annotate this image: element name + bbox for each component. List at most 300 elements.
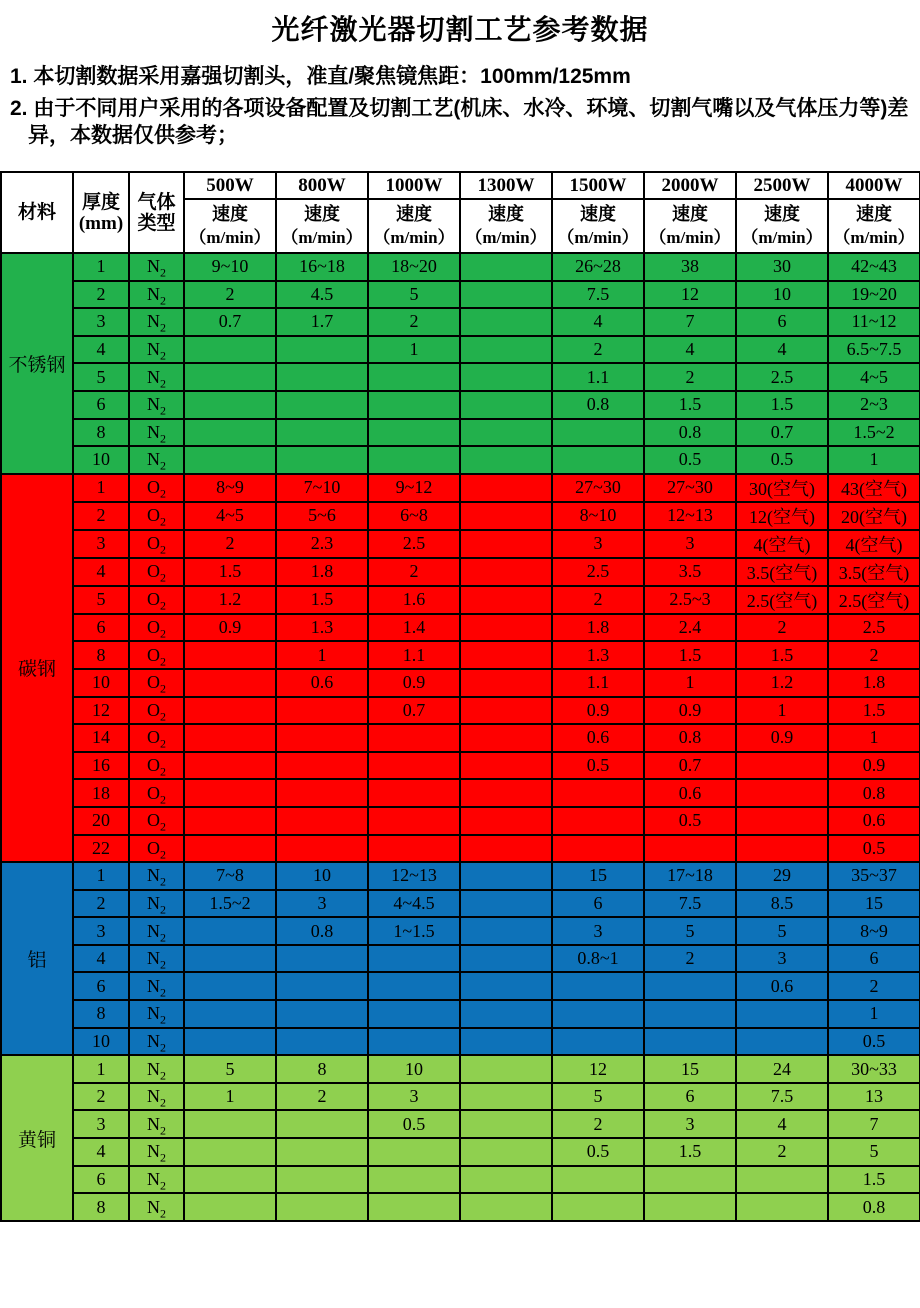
- speed-cell: 2: [828, 972, 920, 1000]
- speed-cell: 7~10: [276, 474, 368, 502]
- material-label-3: 黄铜: [1, 1055, 73, 1221]
- speed-cell: [552, 446, 644, 474]
- speed-cell: 0.5: [552, 1138, 644, 1166]
- header-material: 材料: [1, 172, 73, 253]
- speed-cell: 12: [552, 1055, 644, 1083]
- speed-cell: 9~12: [368, 474, 460, 502]
- speed-cell: [460, 419, 552, 447]
- speed-cell: [736, 1166, 828, 1194]
- table-row: [1, 308, 920, 336]
- speed-cell: [552, 1166, 644, 1194]
- speed-cell: 1.5: [736, 641, 828, 669]
- speed-cell: 4: [736, 1110, 828, 1138]
- header-gas-type: [129, 172, 184, 253]
- speed-cell: 2: [644, 945, 736, 973]
- speed-cell: [460, 558, 552, 586]
- table-row: [1, 669, 920, 697]
- thickness-cell: 4: [73, 1138, 129, 1166]
- speed-cell: [184, 1028, 276, 1056]
- speed-cell: 3: [552, 917, 644, 945]
- table-row: [1, 862, 920, 890]
- speed-cell: 15: [828, 890, 920, 918]
- table-row: [1, 1000, 920, 1028]
- table-row: [1, 1083, 920, 1111]
- speed-cell: [368, 391, 460, 419]
- speed-cell: 0.8: [644, 724, 736, 752]
- speed-cell: [736, 779, 828, 807]
- thickness-cell: 2: [73, 1083, 129, 1111]
- thickness-cell: 6: [73, 1166, 129, 1194]
- speed-cell: 20(空气): [828, 502, 920, 530]
- gas-cell: $O_2$: [129, 614, 184, 642]
- table-header: [1, 172, 920, 253]
- table-row: [1, 752, 920, 780]
- gas-cell: $N_2$: [129, 1083, 184, 1111]
- speed-header: 速度 （m/min）: [460, 199, 552, 253]
- speed-header: 速度 （m/min）: [184, 199, 276, 253]
- gas-cell: $N_2$: [129, 890, 184, 918]
- speed-cell: [552, 972, 644, 1000]
- power-header-2500w: 2500W: [736, 172, 828, 199]
- speed-cell: [460, 446, 552, 474]
- speed-cell: [460, 281, 552, 309]
- speed-cell: 3: [552, 530, 644, 558]
- speed-cell: 6~8: [368, 502, 460, 530]
- speed-cell: [736, 752, 828, 780]
- header-gas-line2: 类型: [137, 212, 176, 234]
- thickness-cell: 4: [73, 945, 129, 973]
- speed-cell: [644, 1166, 736, 1194]
- gas-cell: $O_2$: [129, 724, 184, 752]
- gas-cell: $N_2$: [129, 1055, 184, 1083]
- speed-cell: [276, 779, 368, 807]
- thickness-cell: 12: [73, 697, 129, 725]
- thickness-cell: 1: [73, 862, 129, 890]
- gas-cell: $N_2$: [129, 862, 184, 890]
- speed-cell: 0.9: [552, 697, 644, 725]
- table-row: [1, 917, 920, 945]
- speed-cell: 1: [736, 697, 828, 725]
- table-row: [1, 1110, 920, 1138]
- speed-cell: 29: [736, 862, 828, 890]
- thickness-cell: 8: [73, 641, 129, 669]
- speed-cell: 1: [644, 669, 736, 697]
- thickness-cell: 5: [73, 586, 129, 614]
- speed-cell: 0.5: [368, 1110, 460, 1138]
- speed-cell: [644, 1028, 736, 1056]
- speed-cell: [276, 945, 368, 973]
- speed-cell: 1: [828, 446, 920, 474]
- page-root: [0, 8, 920, 1222]
- speed-cell: [368, 1193, 460, 1221]
- speed-cell: 0.7: [644, 752, 736, 780]
- thickness-cell: 1: [73, 474, 129, 502]
- speed-cell: 1.1: [368, 641, 460, 669]
- gas-cell: $N_2$: [129, 945, 184, 973]
- speed-cell: [368, 752, 460, 780]
- speed-cell: 3.5: [644, 558, 736, 586]
- speed-cell: [552, 1000, 644, 1028]
- speed-cell: 15: [552, 862, 644, 890]
- speed-cell: 6: [828, 945, 920, 973]
- gas-cell: $N_2$: [129, 419, 184, 447]
- speed-cell: [184, 1000, 276, 1028]
- speed-cell: [736, 835, 828, 863]
- speed-cell: 1.7: [276, 308, 368, 336]
- speed-cell: 2: [276, 1083, 368, 1111]
- speed-cell: [276, 1166, 368, 1194]
- speed-cell: 1: [276, 641, 368, 669]
- speed-cell: 7.5: [552, 281, 644, 309]
- table-row: [1, 890, 920, 918]
- speed-cell: [276, 1110, 368, 1138]
- speed-cell: 2: [552, 1110, 644, 1138]
- speed-cell: [184, 1138, 276, 1166]
- thickness-cell: 22: [73, 835, 129, 863]
- speed-cell: 8.5: [736, 890, 828, 918]
- header-gas-line1: 气体: [137, 191, 176, 213]
- speed-cell: 4~5: [828, 363, 920, 391]
- speed-cell: 4(空气): [736, 530, 828, 558]
- speed-cell: 1.5~2: [184, 890, 276, 918]
- speed-cell: [644, 835, 736, 863]
- speed-cell: [460, 724, 552, 752]
- gas-cell: $O_2$: [129, 474, 184, 502]
- speed-cell: 5: [736, 917, 828, 945]
- speed-cell: [644, 972, 736, 1000]
- speed-cell: 8~10: [552, 502, 644, 530]
- table-row: [1, 558, 920, 586]
- speed-cell: 35~37: [828, 862, 920, 890]
- thickness-cell: 3: [73, 308, 129, 336]
- gas-cell: $O_2$: [129, 641, 184, 669]
- speed-cell: 2: [736, 1138, 828, 1166]
- speed-cell: 1.5: [644, 641, 736, 669]
- thickness-cell: 14: [73, 724, 129, 752]
- speed-cell: [184, 779, 276, 807]
- power-header-500w: 500W: [184, 172, 276, 199]
- speed-cell: [368, 972, 460, 1000]
- speed-cell: 11~12: [828, 308, 920, 336]
- table-row: [1, 502, 920, 530]
- speed-cell: 0.9: [736, 724, 828, 752]
- speed-cell: 8~9: [184, 474, 276, 502]
- speed-cell: 0.9: [828, 752, 920, 780]
- power-header-2000w: 2000W: [644, 172, 736, 199]
- speed-cell: [460, 502, 552, 530]
- thickness-cell: 1: [73, 1055, 129, 1083]
- speed-cell: [736, 807, 828, 835]
- thickness-cell: 5: [73, 363, 129, 391]
- speed-header: 速度 （m/min）: [276, 199, 368, 253]
- table-row: [1, 724, 920, 752]
- speed-cell: [460, 890, 552, 918]
- thickness-cell: 3: [73, 917, 129, 945]
- speed-cell: 0.6: [644, 779, 736, 807]
- speed-cell: 2~3: [828, 391, 920, 419]
- speed-cell: [368, 945, 460, 973]
- speed-cell: 2.5(空气): [736, 586, 828, 614]
- speed-cell: [460, 1000, 552, 1028]
- speed-cell: 38: [644, 253, 736, 281]
- speed-cell: 3: [644, 1110, 736, 1138]
- gas-cell: $N_2$: [129, 391, 184, 419]
- speed-cell: 0.5: [552, 752, 644, 780]
- speed-cell: 2: [552, 336, 644, 364]
- power-header-1500w: 1500W: [552, 172, 644, 199]
- speed-cell: 5: [184, 1055, 276, 1083]
- speed-cell: 19~20: [828, 281, 920, 309]
- speed-cell: 2.5: [552, 558, 644, 586]
- gas-cell: $N_2$: [129, 1166, 184, 1194]
- speed-cell: [276, 697, 368, 725]
- speed-cell: [736, 1028, 828, 1056]
- speed-cell: 0.9: [368, 669, 460, 697]
- table-row: [1, 1055, 920, 1083]
- speed-cell: [184, 391, 276, 419]
- speed-cell: [184, 917, 276, 945]
- table-row: [1, 614, 920, 642]
- table-row: [1, 446, 920, 474]
- speed-cell: 7: [828, 1110, 920, 1138]
- speed-cell: 3: [644, 530, 736, 558]
- table-row: [1, 1138, 920, 1166]
- speed-cell: 6: [644, 1083, 736, 1111]
- speed-cell: 5: [644, 917, 736, 945]
- speed-cell: 1.8: [276, 558, 368, 586]
- speed-cell: 0.9: [644, 697, 736, 725]
- speed-cell: [460, 1166, 552, 1194]
- speed-cell: [276, 807, 368, 835]
- speed-cell: [184, 419, 276, 447]
- speed-header: 速度 （m/min）: [368, 199, 460, 253]
- speed-cell: 5: [828, 1138, 920, 1166]
- speed-cell: 7~8: [184, 862, 276, 890]
- speed-cell: 1.5: [184, 558, 276, 586]
- header-thickness: [73, 172, 129, 253]
- speed-cell: [276, 446, 368, 474]
- table-row: [1, 530, 920, 558]
- speed-cell: [368, 363, 460, 391]
- speed-cell: [276, 724, 368, 752]
- thickness-cell: 10: [73, 446, 129, 474]
- speed-cell: 0.5: [644, 446, 736, 474]
- speed-cell: [552, 779, 644, 807]
- speed-cell: 1.1: [552, 669, 644, 697]
- speed-cell: [644, 1000, 736, 1028]
- speed-cell: [460, 614, 552, 642]
- speed-cell: 1.5: [644, 391, 736, 419]
- gas-cell: $O_2$: [129, 779, 184, 807]
- speed-cell: 1.6: [368, 586, 460, 614]
- speed-cell: [460, 530, 552, 558]
- table-row: [1, 253, 920, 281]
- thickness-cell: 8: [73, 1000, 129, 1028]
- thickness-cell: 8: [73, 1193, 129, 1221]
- speed-cell: [184, 1166, 276, 1194]
- speed-cell: [368, 807, 460, 835]
- speed-cell: [184, 945, 276, 973]
- speed-cell: [460, 308, 552, 336]
- speed-cell: 0.5: [828, 1028, 920, 1056]
- table-row: [1, 641, 920, 669]
- speed-cell: [276, 972, 368, 1000]
- speed-cell: 2: [644, 363, 736, 391]
- speed-cell: 1: [828, 1000, 920, 1028]
- thickness-cell: 4: [73, 558, 129, 586]
- speed-cell: [460, 1193, 552, 1221]
- gas-cell: $N_2$: [129, 363, 184, 391]
- gas-cell: $N_2$: [129, 446, 184, 474]
- speed-cell: 1~1.5: [368, 917, 460, 945]
- speed-cell: 4.5: [276, 281, 368, 309]
- speed-cell: 1.5: [276, 586, 368, 614]
- table-row: [1, 363, 920, 391]
- thickness-cell: 10: [73, 669, 129, 697]
- speed-cell: 0.7: [368, 697, 460, 725]
- table-row: [1, 1028, 920, 1056]
- gas-cell: $O_2$: [129, 502, 184, 530]
- speed-cell: 0.8: [828, 1193, 920, 1221]
- speed-cell: 1: [828, 724, 920, 752]
- gas-cell: $N_2$: [129, 1000, 184, 1028]
- speed-cell: [460, 1055, 552, 1083]
- speed-cell: [184, 1110, 276, 1138]
- speed-cell: [460, 586, 552, 614]
- speed-cell: 0.7: [736, 419, 828, 447]
- speed-cell: [460, 1138, 552, 1166]
- power-header-1300w: 1300W: [460, 172, 552, 199]
- cutting-data-table: [0, 171, 920, 1222]
- speed-cell: [184, 336, 276, 364]
- speed-header: 速度 （m/min）: [644, 199, 736, 253]
- table-row: [1, 336, 920, 364]
- table-row: [1, 972, 920, 1000]
- speed-cell: [184, 724, 276, 752]
- speed-cell: 4~5: [184, 502, 276, 530]
- gas-cell: $N_2$: [129, 1138, 184, 1166]
- speed-cell: [552, 1193, 644, 1221]
- gas-cell: $N_2$: [129, 1028, 184, 1056]
- speed-cell: [368, 1000, 460, 1028]
- table-row: [1, 1166, 920, 1194]
- table-row: [1, 474, 920, 502]
- gas-cell: $O_2$: [129, 669, 184, 697]
- gas-cell: $O_2$: [129, 835, 184, 863]
- thickness-cell: 20: [73, 807, 129, 835]
- speed-cell: [460, 807, 552, 835]
- speed-cell: 26~28: [552, 253, 644, 281]
- speed-cell: [368, 446, 460, 474]
- speed-cell: [736, 1000, 828, 1028]
- speed-cell: 1.2: [736, 669, 828, 697]
- speed-cell: [460, 1083, 552, 1111]
- table-row: [1, 779, 920, 807]
- material-label-0: 不锈钢: [1, 253, 73, 474]
- thickness-cell: 16: [73, 752, 129, 780]
- speed-header: 速度 （m/min）: [828, 199, 920, 253]
- speed-cell: [460, 336, 552, 364]
- speed-cell: 15: [644, 1055, 736, 1083]
- thickness-cell: 4: [73, 336, 129, 364]
- speed-cell: 7.5: [736, 1083, 828, 1111]
- thickness-cell: 18: [73, 779, 129, 807]
- speed-cell: 0.6: [736, 972, 828, 1000]
- speed-cell: [460, 669, 552, 697]
- material-label-1: 碳钢: [1, 474, 73, 862]
- speed-cell: 16~18: [276, 253, 368, 281]
- speed-cell: 6.5~7.5: [828, 336, 920, 364]
- power-header-800w: 800W: [276, 172, 368, 199]
- speed-cell: 4: [552, 308, 644, 336]
- table-row: [1, 419, 920, 447]
- table-row: [1, 586, 920, 614]
- speed-cell: [184, 835, 276, 863]
- thickness-cell: 2: [73, 502, 129, 530]
- speed-cell: [460, 862, 552, 890]
- speed-cell: 4(空气): [828, 530, 920, 558]
- power-header-4000w: 4000W: [828, 172, 920, 199]
- speed-cell: 0.8: [276, 917, 368, 945]
- speed-cell: 0.8: [552, 391, 644, 419]
- speed-cell: 1: [184, 1083, 276, 1111]
- speed-cell: 6: [736, 308, 828, 336]
- speed-cell: 1.5: [828, 697, 920, 725]
- speed-cell: [460, 752, 552, 780]
- speed-cell: 8~9: [828, 917, 920, 945]
- speed-cell: 17~18: [644, 862, 736, 890]
- speed-cell: 10: [736, 281, 828, 309]
- speed-cell: [460, 474, 552, 502]
- speed-cell: [184, 972, 276, 1000]
- speed-cell: 1.3: [552, 641, 644, 669]
- header-row-powers: [1, 172, 920, 199]
- speed-cell: [276, 1138, 368, 1166]
- note-2: 2. 由于不同用户采用的各项设备配置及切割工艺(机床、水冷、环境、切割气嘴以及气体压力等)差异，本数据仅供参考；: [10, 97, 909, 147]
- speed-cell: [368, 419, 460, 447]
- speed-cell: 1.2: [184, 586, 276, 614]
- speed-cell: [552, 807, 644, 835]
- speed-cell: 1: [368, 336, 460, 364]
- speed-cell: [368, 724, 460, 752]
- gas-cell: $N_2$: [129, 253, 184, 281]
- speed-cell: 2: [184, 281, 276, 309]
- speed-cell: 0.6: [276, 669, 368, 697]
- speed-cell: 12(空气): [736, 502, 828, 530]
- speed-cell: 2.5: [368, 530, 460, 558]
- speed-cell: [184, 641, 276, 669]
- speed-cell: [276, 391, 368, 419]
- speed-cell: [184, 752, 276, 780]
- speed-cell: 12~13: [644, 502, 736, 530]
- speed-cell: 24: [736, 1055, 828, 1083]
- table-row: [1, 697, 920, 725]
- speed-cell: 30: [736, 253, 828, 281]
- speed-cell: 27~30: [644, 474, 736, 502]
- gas-cell: $N_2$: [129, 972, 184, 1000]
- speed-cell: [368, 835, 460, 863]
- speed-cell: [276, 1193, 368, 1221]
- speed-cell: 2: [368, 308, 460, 336]
- speed-cell: 4~4.5: [368, 890, 460, 918]
- gas-cell: $N_2$: [129, 308, 184, 336]
- speed-cell: [460, 391, 552, 419]
- gas-cell: $O_2$: [129, 586, 184, 614]
- speed-cell: [276, 752, 368, 780]
- speed-cell: [460, 1110, 552, 1138]
- speed-cell: [276, 363, 368, 391]
- notes-block: [10, 62, 914, 149]
